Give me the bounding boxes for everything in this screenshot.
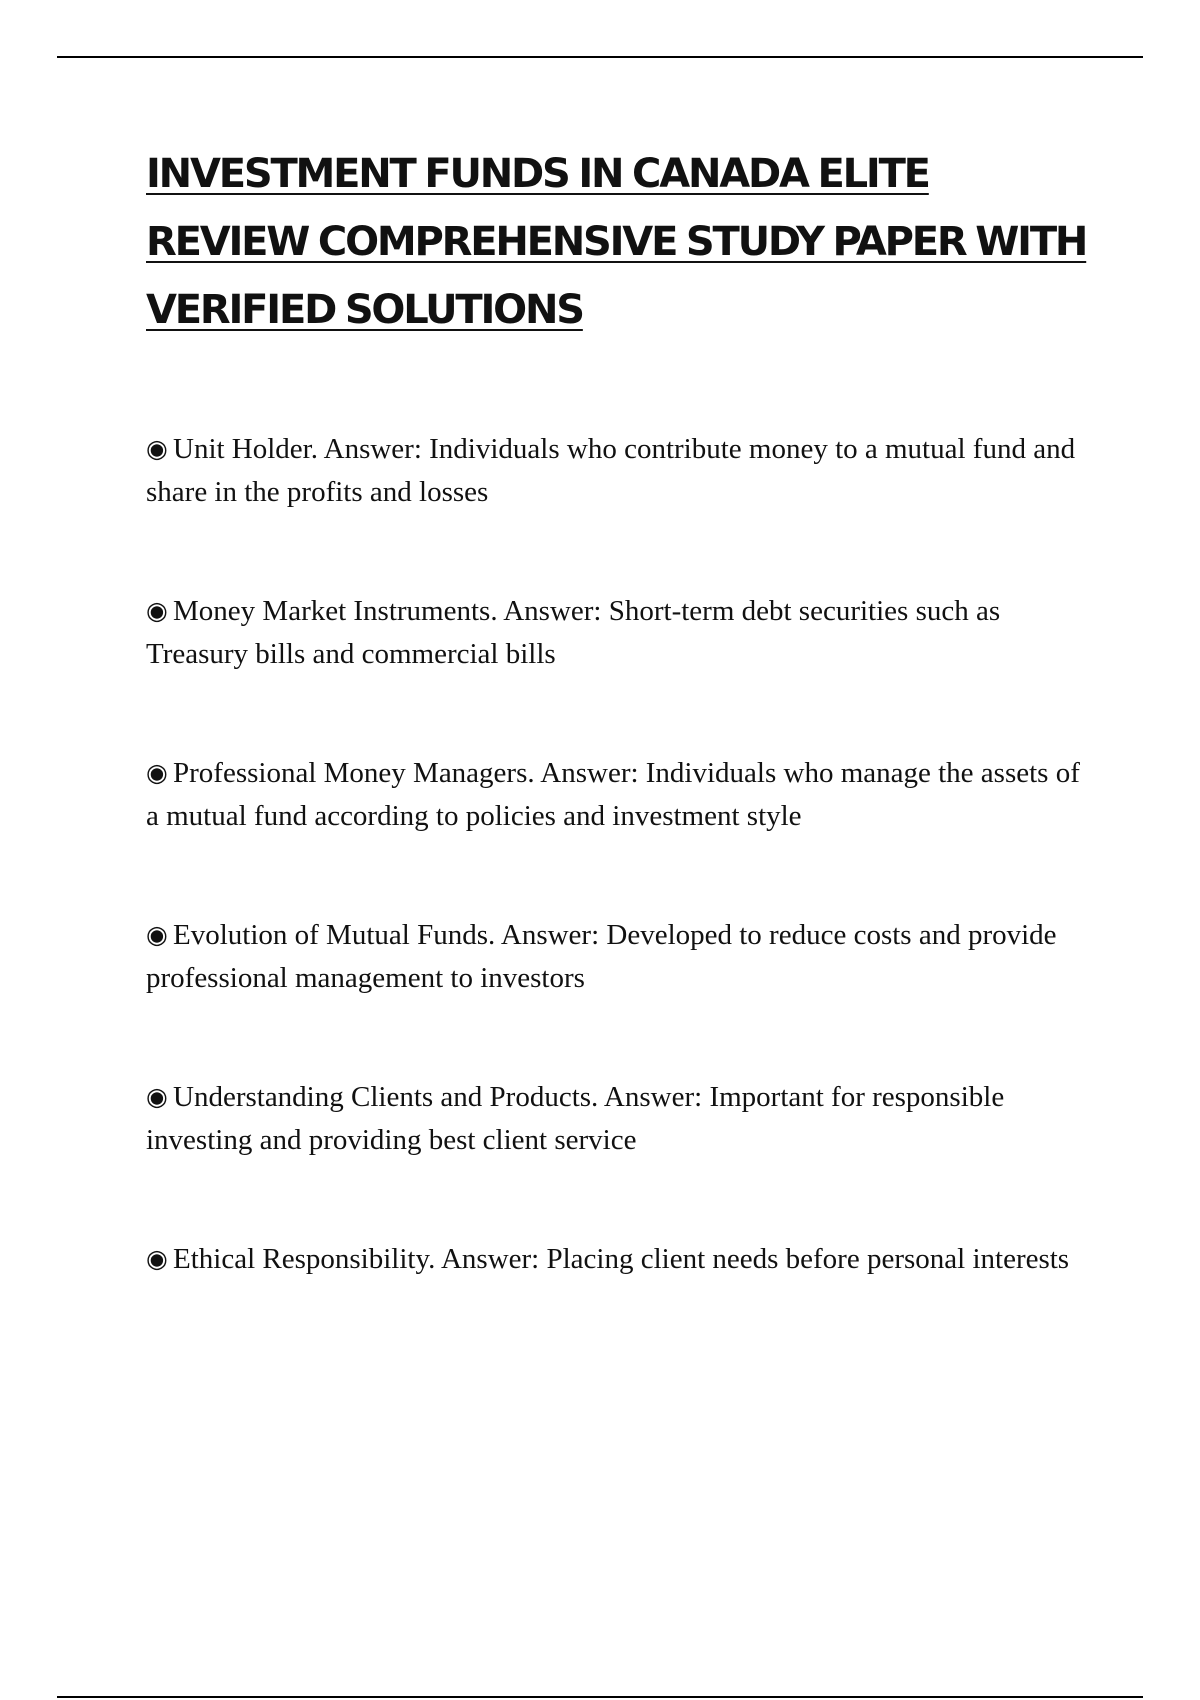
qa-list: [146, 428, 1096, 1281]
bullet-icon: ◉: [146, 760, 168, 787]
qa-text: Unit Holder. Answer: Individuals who contribute money to a mutual fund and share in the profits and losses: [146, 433, 1076, 508]
list-item: [146, 1238, 1096, 1281]
bullet-icon: ◉: [146, 1246, 168, 1273]
top-rule: [57, 56, 1143, 58]
qa-text: Professional Money Managers. Answer: Individuals who manage the assets of a mutual fund according to policies and investment style: [146, 757, 1080, 832]
list-item: [146, 752, 1096, 838]
qa-text: Ethical Responsibility. Answer: Placing client needs before personal interests: [173, 1243, 1070, 1275]
list-item: [146, 590, 1096, 676]
qa-text: Understanding Clients and Products. Answer: Important for responsible investing and providing best client service: [146, 1081, 1005, 1156]
bullet-icon: ◉: [146, 436, 168, 463]
qa-text: Money Market Instruments. Answer: Short-term debt securities such as Treasury bills and commercial bills: [146, 595, 1001, 670]
bottom-rule: [57, 1696, 1143, 1698]
document-title: INVESTMENT FUNDS IN CANADA ELITE REVIEW COMPREHENSIVE STUDY PAPER WITH VERIFIED SOLUTIONS: [146, 151, 1087, 333]
bullet-icon: ◉: [146, 1084, 168, 1111]
list-item: [146, 914, 1096, 1000]
bullet-icon: ◉: [146, 598, 168, 625]
qa-text: Evolution of Mutual Funds. Answer: Developed to reduce costs and provide professional management to investors: [146, 919, 1057, 994]
document-body: [146, 140, 1096, 1357]
list-item: [146, 1076, 1096, 1162]
list-item: [146, 428, 1096, 514]
bullet-icon: ◉: [146, 922, 168, 949]
